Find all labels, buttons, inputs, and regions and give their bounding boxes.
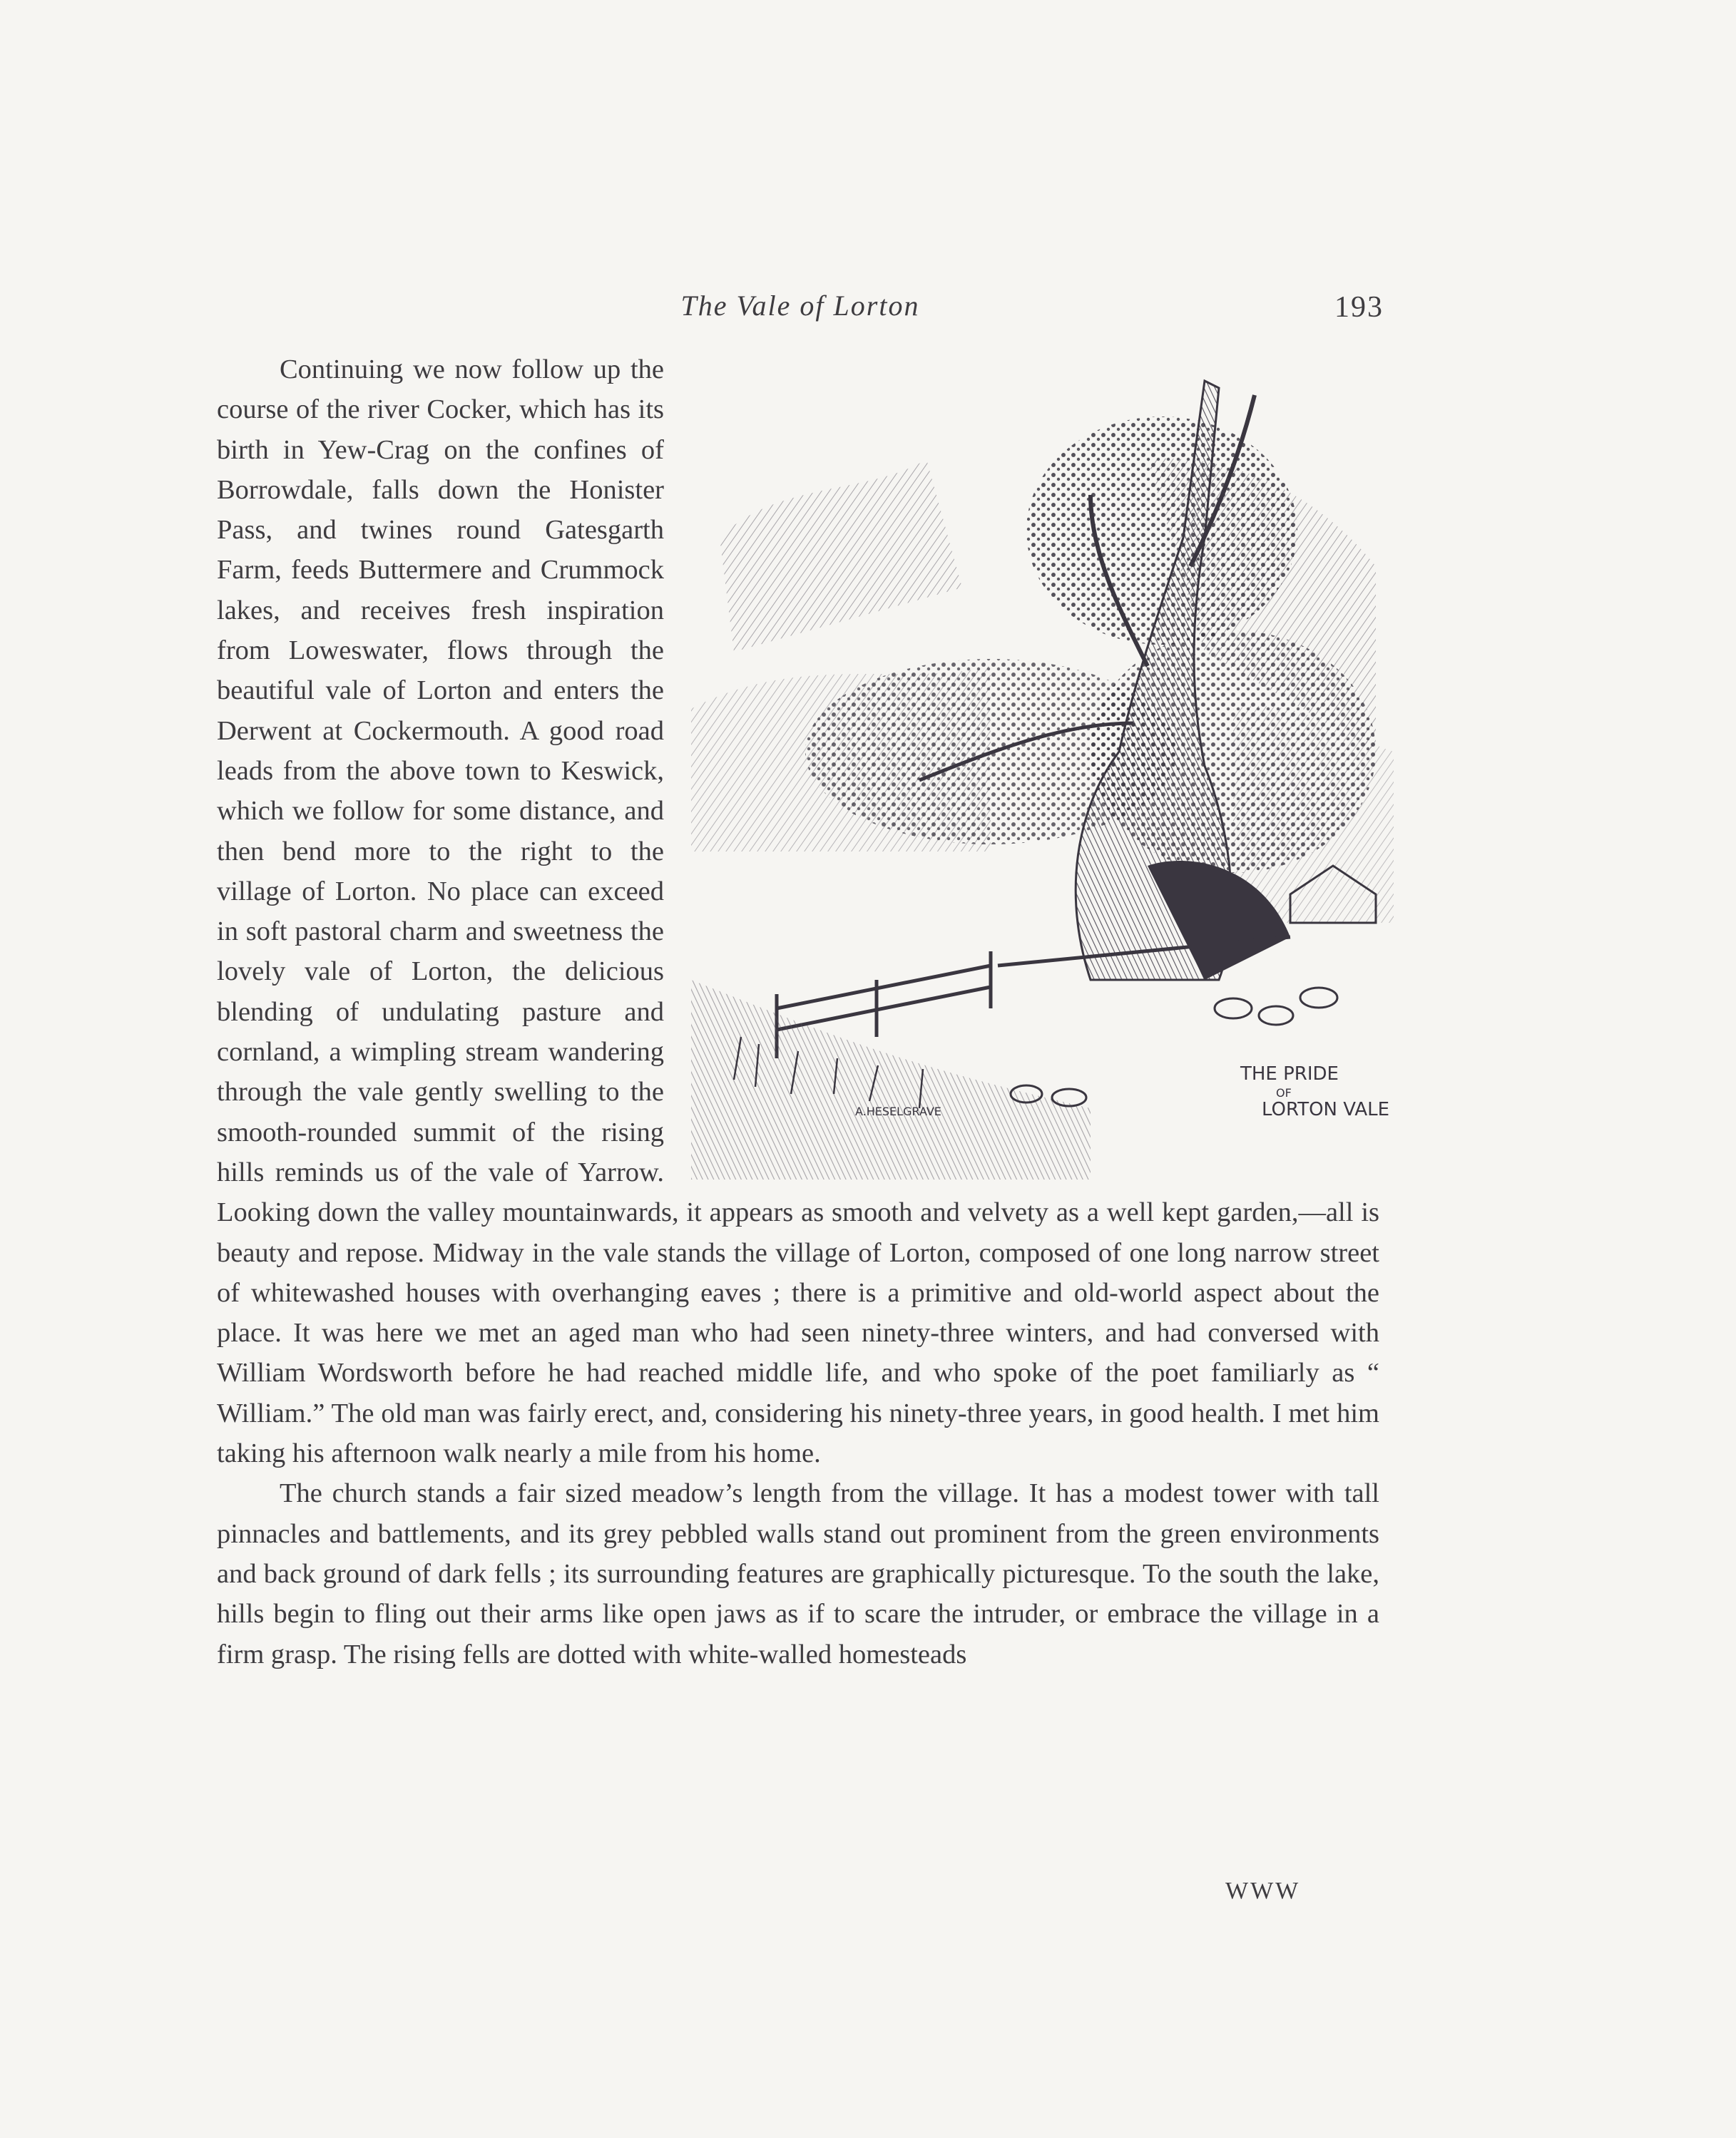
caption-line-1: THE PRIDE [1240,1063,1339,1085]
catchword: WWW [1225,1878,1301,1904]
sky-hatching-left [720,459,962,652]
illustration-pride-of-lorton-vale [691,352,1394,1180]
tree-foliage-top [1026,416,1297,645]
page-header [217,289,1384,332]
paragraph: Continuing we now follow up the course of the river Cocker, which has its birth in Yew-Crag on the confines of Borrowdale, falls down the Honister Pass, and twines round Gatesgarth Farm, feeds Buttermere and Crummock lakes, and receives fresh inspiration from Loweswater, flows through the beautiful vale of Lorton and enters the Derwent at Cockermouth. A good road leads from the above town to Keswick, which we follow for some distance, and then bend more to the right to the village of Lorton. No place can exceed in soft pastoral charm and sweetness the lovely vale of Lorton, the delicious blending of undulating pasture and cornland, a wimpling stream wandering through the vale gently swelling to the smooth-rounded summit of the rising hills reminds us of the vale of Yarrow. Looking down the valley mountainwards, it appears as smooth and velvety as a well kept garden,—all is beauty and repose. Midway in the vale stands the village of Lorton, composed of one long narrow street of whitewashed houses with overhanging eaves ; there is a primitive and old-world aspect about the place. It was here we met an aged man who had seen ninety-three winters, and had conversed with William Wordsworth before he had reached middle life, and who spoke of the poet familiarly as “ William.” The old man was fairly erect, and, considering his ninety-three years, in good health. I met him taking his afternoon walk nearly a mile from his home. [217,354,1379,1469]
artist-signature: A.HESELGRAVE [855,1105,941,1118]
paragraph: The church stands a fair sized meadow’s length from the village. It has a modest tower with tall pinnacles and battlements, and its grey pebbled walls stand out prominent from the green environments and back ground of dark fells ; its surrounding features are graphically picturesque. To the south the lake, hills begin to fling out their arms like open jaws as if to scare the intruder, or embrace the village in a firm grasp. The rising fells are dotted with white-walled homesteads [217,1478,1379,1669]
caption-line-2: OF [1276,1086,1292,1100]
caption-line-3: LORTON VALE [1262,1099,1390,1120]
page-number: 193 [1334,291,1384,324]
running-title: The Vale of Lorton [680,290,920,322]
foreground-bank [691,980,1091,1180]
tree-foliage-right [1091,630,1376,873]
illustration-drawing [691,352,1394,1180]
body-text [217,349,1390,1674]
